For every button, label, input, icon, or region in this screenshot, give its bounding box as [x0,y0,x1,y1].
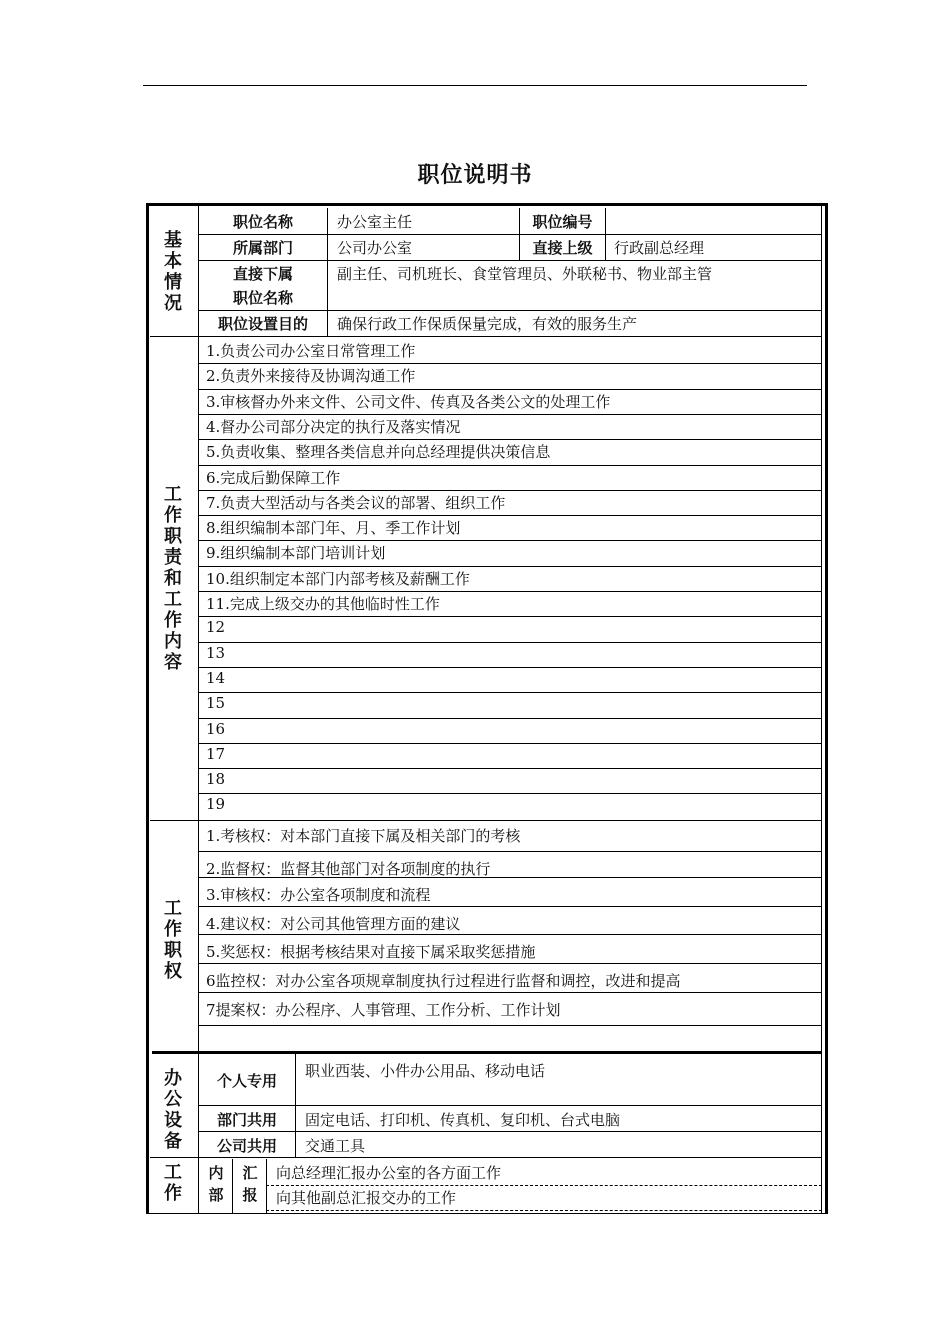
duty-item: 18 [206,770,226,789]
row-divider [198,718,822,719]
dashed-divider [266,1210,822,1211]
personal-value: 职业西装、小件办公用品、移动电话 [305,1062,546,1080]
subordinate-label: 直接下属 [232,265,293,283]
section-divider [198,205,199,1213]
purpose-label: 职位设置目的 [217,315,308,333]
row-divider [198,591,822,592]
row-divider [198,992,822,993]
table-left-border [146,203,149,1213]
row-divider [198,540,822,541]
superior-label: 直接上级 [532,239,593,257]
authority-item: 6监控权：对办公室各项规章制度执行过程进行监督和调控，改进和提高 [206,972,681,990]
col-divider [266,1159,267,1213]
table-right-border [825,203,828,1213]
duty-item: 2.负责外来接待及协调沟通工作 [206,367,416,386]
row-divider [198,877,822,878]
header-rule [143,85,807,86]
section-equipment: 办公设备 [164,1068,182,1152]
duty-item: 17 [206,744,226,763]
internal-label: 内部 [208,1164,224,1204]
table-bottom-edge [146,1213,828,1214]
section-duties: 工作职责和工作内容 [164,484,182,673]
row-divider [198,515,822,516]
page-title: 职位说明书 [417,163,533,188]
section-authority: 工作职权 [164,898,182,982]
row-divider [198,490,822,491]
row-divider [198,692,822,693]
section-divider-h [150,820,822,821]
col-divider [232,1159,233,1213]
row-divider [198,934,822,935]
row-divider [198,414,822,415]
company-equip-value: 交通工具 [305,1137,366,1155]
row-divider [198,1131,822,1132]
duty-item: 4.督办公司部分决定的执行及落实情况 [206,417,461,436]
authority-item: 3.审核权：办公室各项制度和流程 [206,886,431,904]
duty-item: 7.负责大型活动与各类会议的部署、组织工作 [206,493,506,512]
row-divider [198,234,822,235]
position-name-label: 职位名称 [232,213,293,231]
purpose-value: 确保行政工作保质保量完成，有效的服务生产 [337,315,638,333]
duty-item: 16 [206,719,226,738]
authority-item: 4.建议权：对公司其他管理方面的建议 [206,915,461,933]
duty-item: 15 [206,694,226,713]
row-divider [198,310,822,311]
row-divider [198,642,822,643]
duty-item: 6.完成后勤保障工作 [206,468,341,487]
row-divider [198,768,822,769]
table-top-border [146,203,828,206]
section-divider-h [150,1157,822,1158]
row-divider [198,260,822,261]
duty-item: 19 [206,795,226,814]
position-name-value: 办公室主任 [337,213,413,231]
duty-item: 14 [206,668,226,687]
duty-item: 1.负责公司办公室日常管理工作 [206,342,416,360]
col-divider [327,310,328,336]
row-divider [198,465,822,466]
authority-item: 5.奖惩权：根据考核结果对直接下属采取奖惩措施 [206,943,536,961]
company-equip-label: 公司共用 [216,1137,277,1155]
dept-label: 所属部门 [232,239,293,257]
report-item: 向其他副总汇报交办的工作 [276,1189,457,1207]
row-divider [198,1025,822,1026]
subordinate-label-2: 职位名称 [232,289,293,307]
section-relations: 工作 [164,1162,182,1204]
duty-item: 11.完成上级交办的其他临时性工作 [206,595,440,613]
report-label: 汇报 [242,1164,258,1204]
row-divider [198,851,822,852]
row-divider [198,363,822,364]
row-divider [198,906,822,907]
inner-right-border [821,205,822,1213]
duty-item: 8.组织编制本部门年、月、季工作计划 [206,519,461,538]
row-divider [198,1105,822,1106]
row-divider [198,616,822,617]
authority-item: 1.考核权：对本部门直接下属及相关部门的考核 [206,827,521,845]
duty-item: 3.审核督办外来文件、公司文件、传真及各类公文的处理工作 [206,392,611,411]
authority-item: 7提案权：办公程序、人事管理、工作分析、工作计划 [206,1001,561,1019]
position-no-label: 职位编号 [532,213,593,231]
row-divider [198,566,822,567]
subordinates-value: 副主任、司机班长、食堂管理员、外联秘书、物业部主管 [337,265,713,283]
dashed-divider [266,1185,822,1186]
col-divider [327,208,328,310]
row-divider [198,439,822,440]
duty-item: 9.组织编制本部门培训计划 [206,544,386,563]
authority-item: 2.监督权：监督其他部门对各项制度的执行 [206,860,491,878]
row-divider [198,389,822,390]
dept-equip-value: 固定电话、打印机、传真机、复印机、台式电脑 [305,1111,621,1129]
row-divider [198,743,822,744]
superior-value: 行政副总经理 [614,239,705,257]
dept-value: 公司办公室 [337,239,413,257]
dept-equip-label: 部门共用 [216,1111,277,1129]
report-item: 向总经理汇报办公室的各方面工作 [276,1164,502,1182]
section-divider-h [150,336,822,337]
personal-label: 个人专用 [216,1072,277,1090]
row-divider [198,667,822,668]
row-divider [198,793,822,794]
section-basic: 基本情况 [164,230,182,314]
section-divider-thick [152,1051,822,1054]
duty-item: 5.负责收集、整理各类信息并向总经理提供决策信息 [206,443,551,462]
duty-item: 12 [206,618,226,637]
duty-item: 10.组织制定本部门内部考核及薪酬工作 [206,569,470,588]
row-divider [198,963,822,964]
duty-item: 13 [206,643,226,662]
